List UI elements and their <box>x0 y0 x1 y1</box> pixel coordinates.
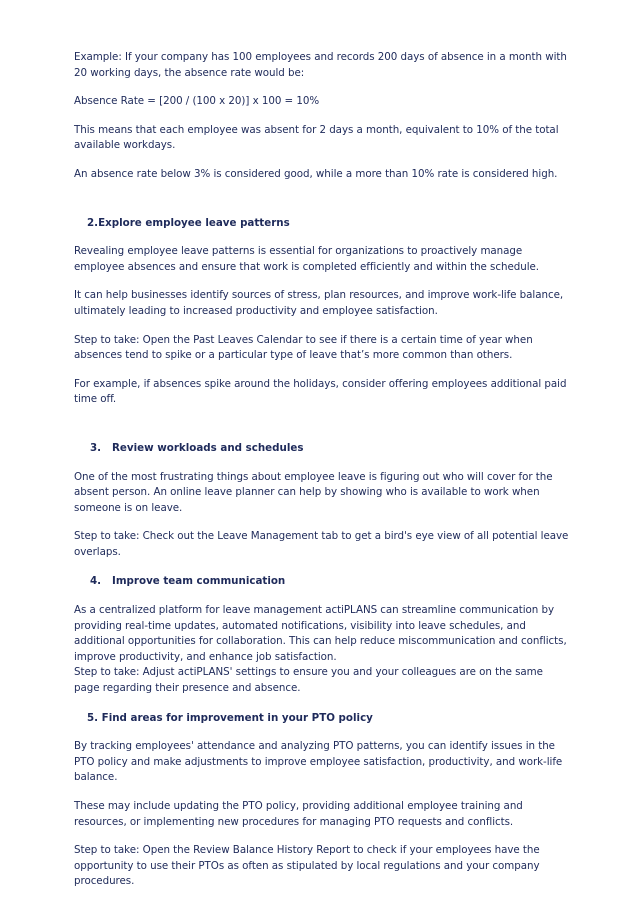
section-paragraph: Step to take: Open the Past Leaves Calendar to see if there is a certain time of year when absences tend to spike or a particular type of leave that’s more common than others. <box>74 333 533 362</box>
document-page <box>74 50 570 890</box>
section-heading-leave-patterns: 2.Explore employee leave patterns <box>87 216 290 229</box>
section-heading-communication <box>74 574 570 590</box>
threshold-paragraph: An absence rate below 3% is considered good, while a more than 10% rate is considered high. <box>74 167 558 180</box>
section-number: 3. <box>90 441 102 454</box>
section-paragraph: Step to take: Adjust actiPLANS' settings to ensure you and your colleagues are on the same page regarding their presence and absence. <box>74 666 543 695</box>
section-heading-workloads <box>74 441 570 457</box>
section-title: Review workloads and schedules <box>112 441 304 454</box>
section-number: 4. <box>90 575 102 588</box>
example-paragraph: Example: If your company has 100 employees and records 200 days of absence in a month with 20 working days, the absence rate would be: <box>74 51 567 79</box>
section-paragraph: These may include updating the PTO policy, providing additional employee training and resources, or implementing new procedures for managing PTO requests and conflicts. <box>74 800 523 828</box>
section-heading-pto-policy: 5. Find areas for improvement in your PTO policy <box>87 711 373 724</box>
formula-paragraph: Absence Rate = [200 / (100 x 20)] x 100 = 10% <box>74 95 320 108</box>
section-paragraph: By tracking employees' attendance and analyzing PTO patterns, you can identify issues in the PTO policy and make adjustments to improve employee satisfaction, productivity, and work-life balance. <box>74 740 563 784</box>
section-paragraph: As a centralized platform for leave management actiPLANS can streamline communication by providing real-time updates, automated notifications, visibility into leave schedules, and additional opportunities for collaboration. This can help reduce miscommunication and conflicts, improve productivity, and enhance job satisfaction. <box>74 604 567 663</box>
section-paragraph: For example, if absences spike around the holidays, consider offering employees additional paid time off. <box>74 377 567 406</box>
section-paragraph: One of the most frustrating things about employee leave is figuring out who will cover for the absent person. An online leave planner can help by showing who is available to work when someone is on leave. <box>74 470 553 514</box>
meaning-paragraph: This means that each employee was absent for 2 days a month, equivalent to 10% of the total available workdays. <box>74 123 559 152</box>
section-paragraph: Revealing employee leave patterns is essential for organizations to proactively manage employee absences and ensure that work is completed efficiently and within the schedule. <box>74 245 540 273</box>
section-paragraph: It can help businesses identify sources of stress, plan resources, and improve work-life balance, ultimately leading to increased productivity and employee satisfaction. <box>74 289 564 317</box>
section-title: Improve team communication <box>112 575 286 588</box>
section-paragraph: Step to take: Check out the Leave Management tab to get a bird's eye view of all potential leave overlaps. <box>74 530 569 558</box>
section-paragraph: Step to take: Open the Review Balance History Report to check if your employees have the opportunity to use their PTOs as often as stipulated by local regulations and your company procedures. <box>74 844 540 888</box>
